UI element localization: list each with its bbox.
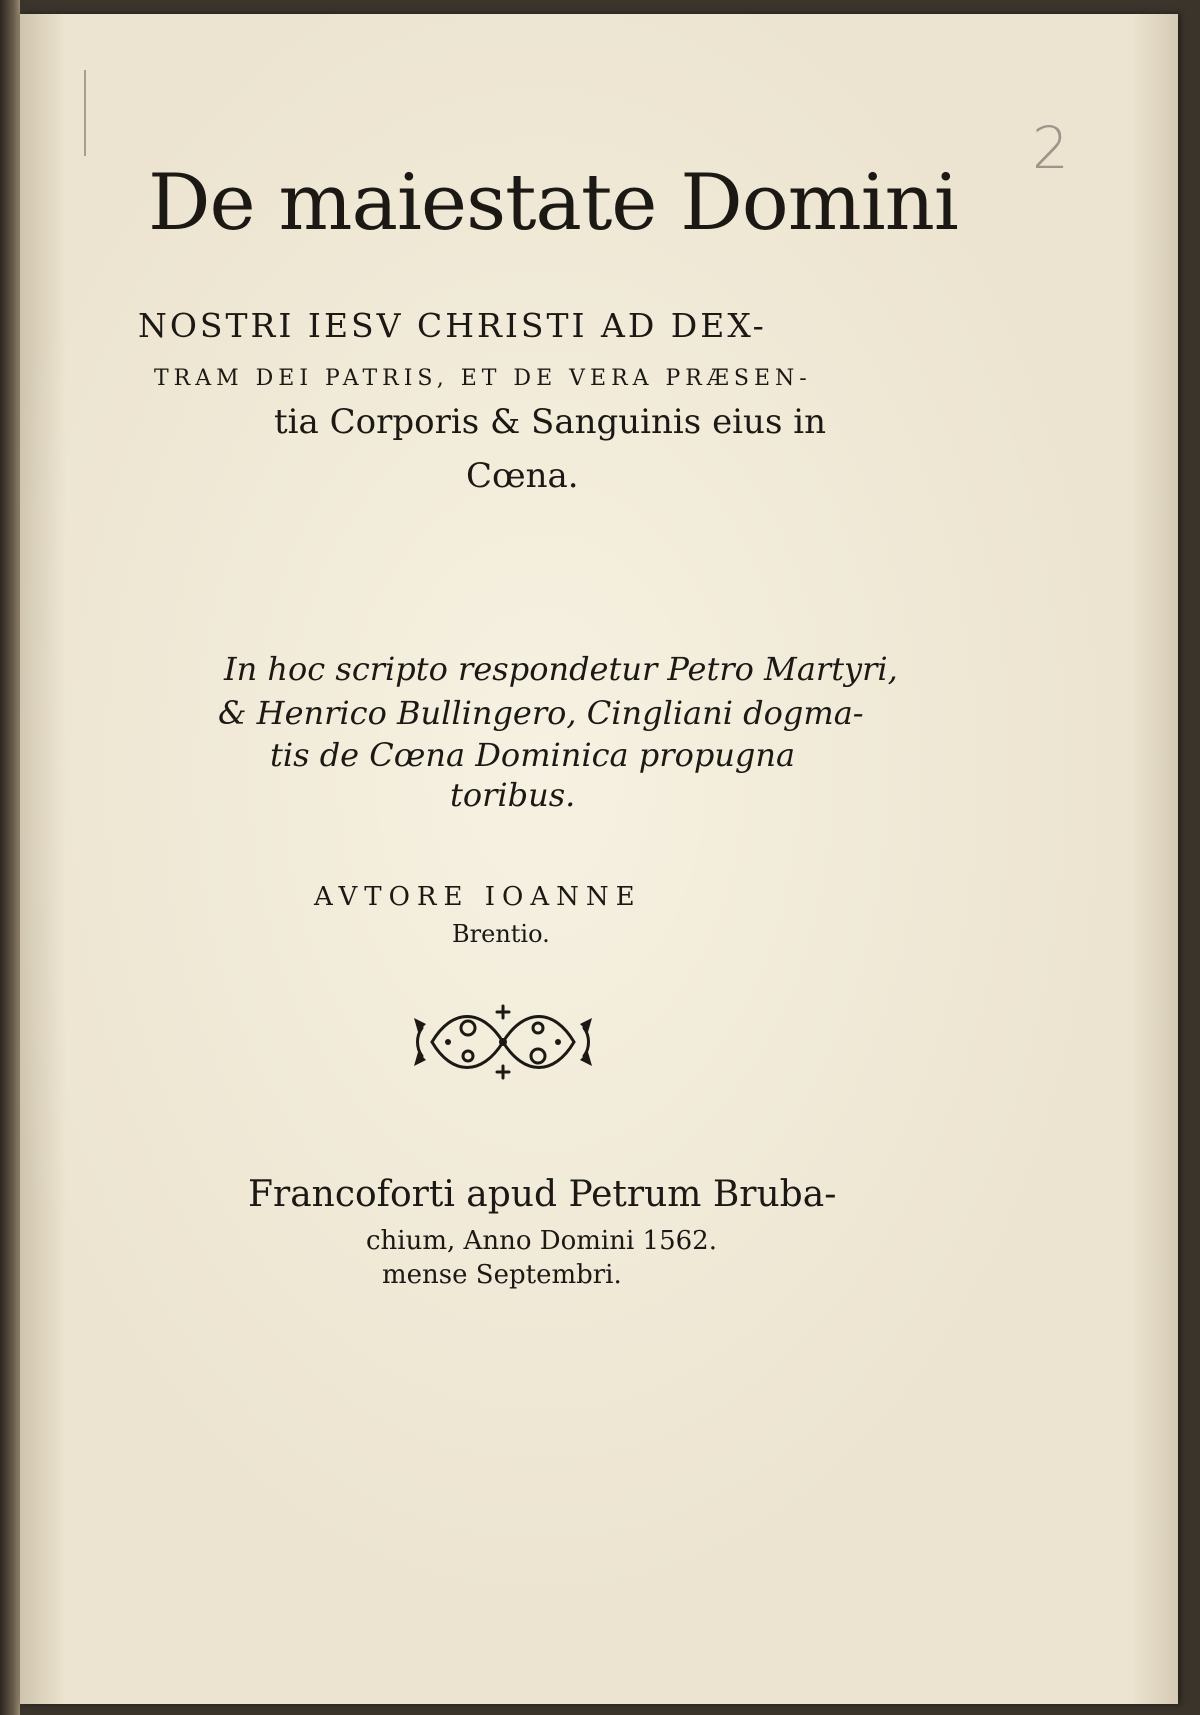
printers-fleuron-icon (412, 998, 594, 1086)
title-page (20, 14, 1178, 1704)
imprint-line-1: Francoforti apud Petrum Bruba- (248, 1174, 837, 1215)
author-line-1: AVTORE IOANNE (314, 882, 642, 912)
subtitle-line-4: toribus. (450, 776, 576, 814)
subtitle-line-1: In hoc scripto respondetur Petro Martyri, (224, 650, 898, 688)
pencil-page-number: 2 (1032, 114, 1069, 182)
pencil-mark (84, 70, 86, 156)
title-line-5: Cœna. (466, 456, 579, 496)
subtitle-line-2: & Henrico Bullingero, Cingliani dogma- (218, 694, 864, 732)
subtitle-line-3: tis de Cœna Dominica propugna (270, 736, 796, 774)
author-line-2: Brentio. (452, 920, 550, 948)
title-line-4: tia Corporis & Sanguinis eius in (274, 402, 826, 442)
title-line-3: TRAM DEI PATRIS, ET DE VERA PRÆSEN- (154, 366, 812, 391)
title-line-2: NOSTRI IESV CHRISTI AD DEX- (138, 306, 767, 345)
imprint-line-2: chium, Anno Domini 1562. (366, 1226, 717, 1256)
title-line-1: De maiestate Domini (148, 158, 958, 248)
imprint-line-3: mense Septembri. (382, 1260, 622, 1290)
book-spine (0, 0, 20, 1715)
